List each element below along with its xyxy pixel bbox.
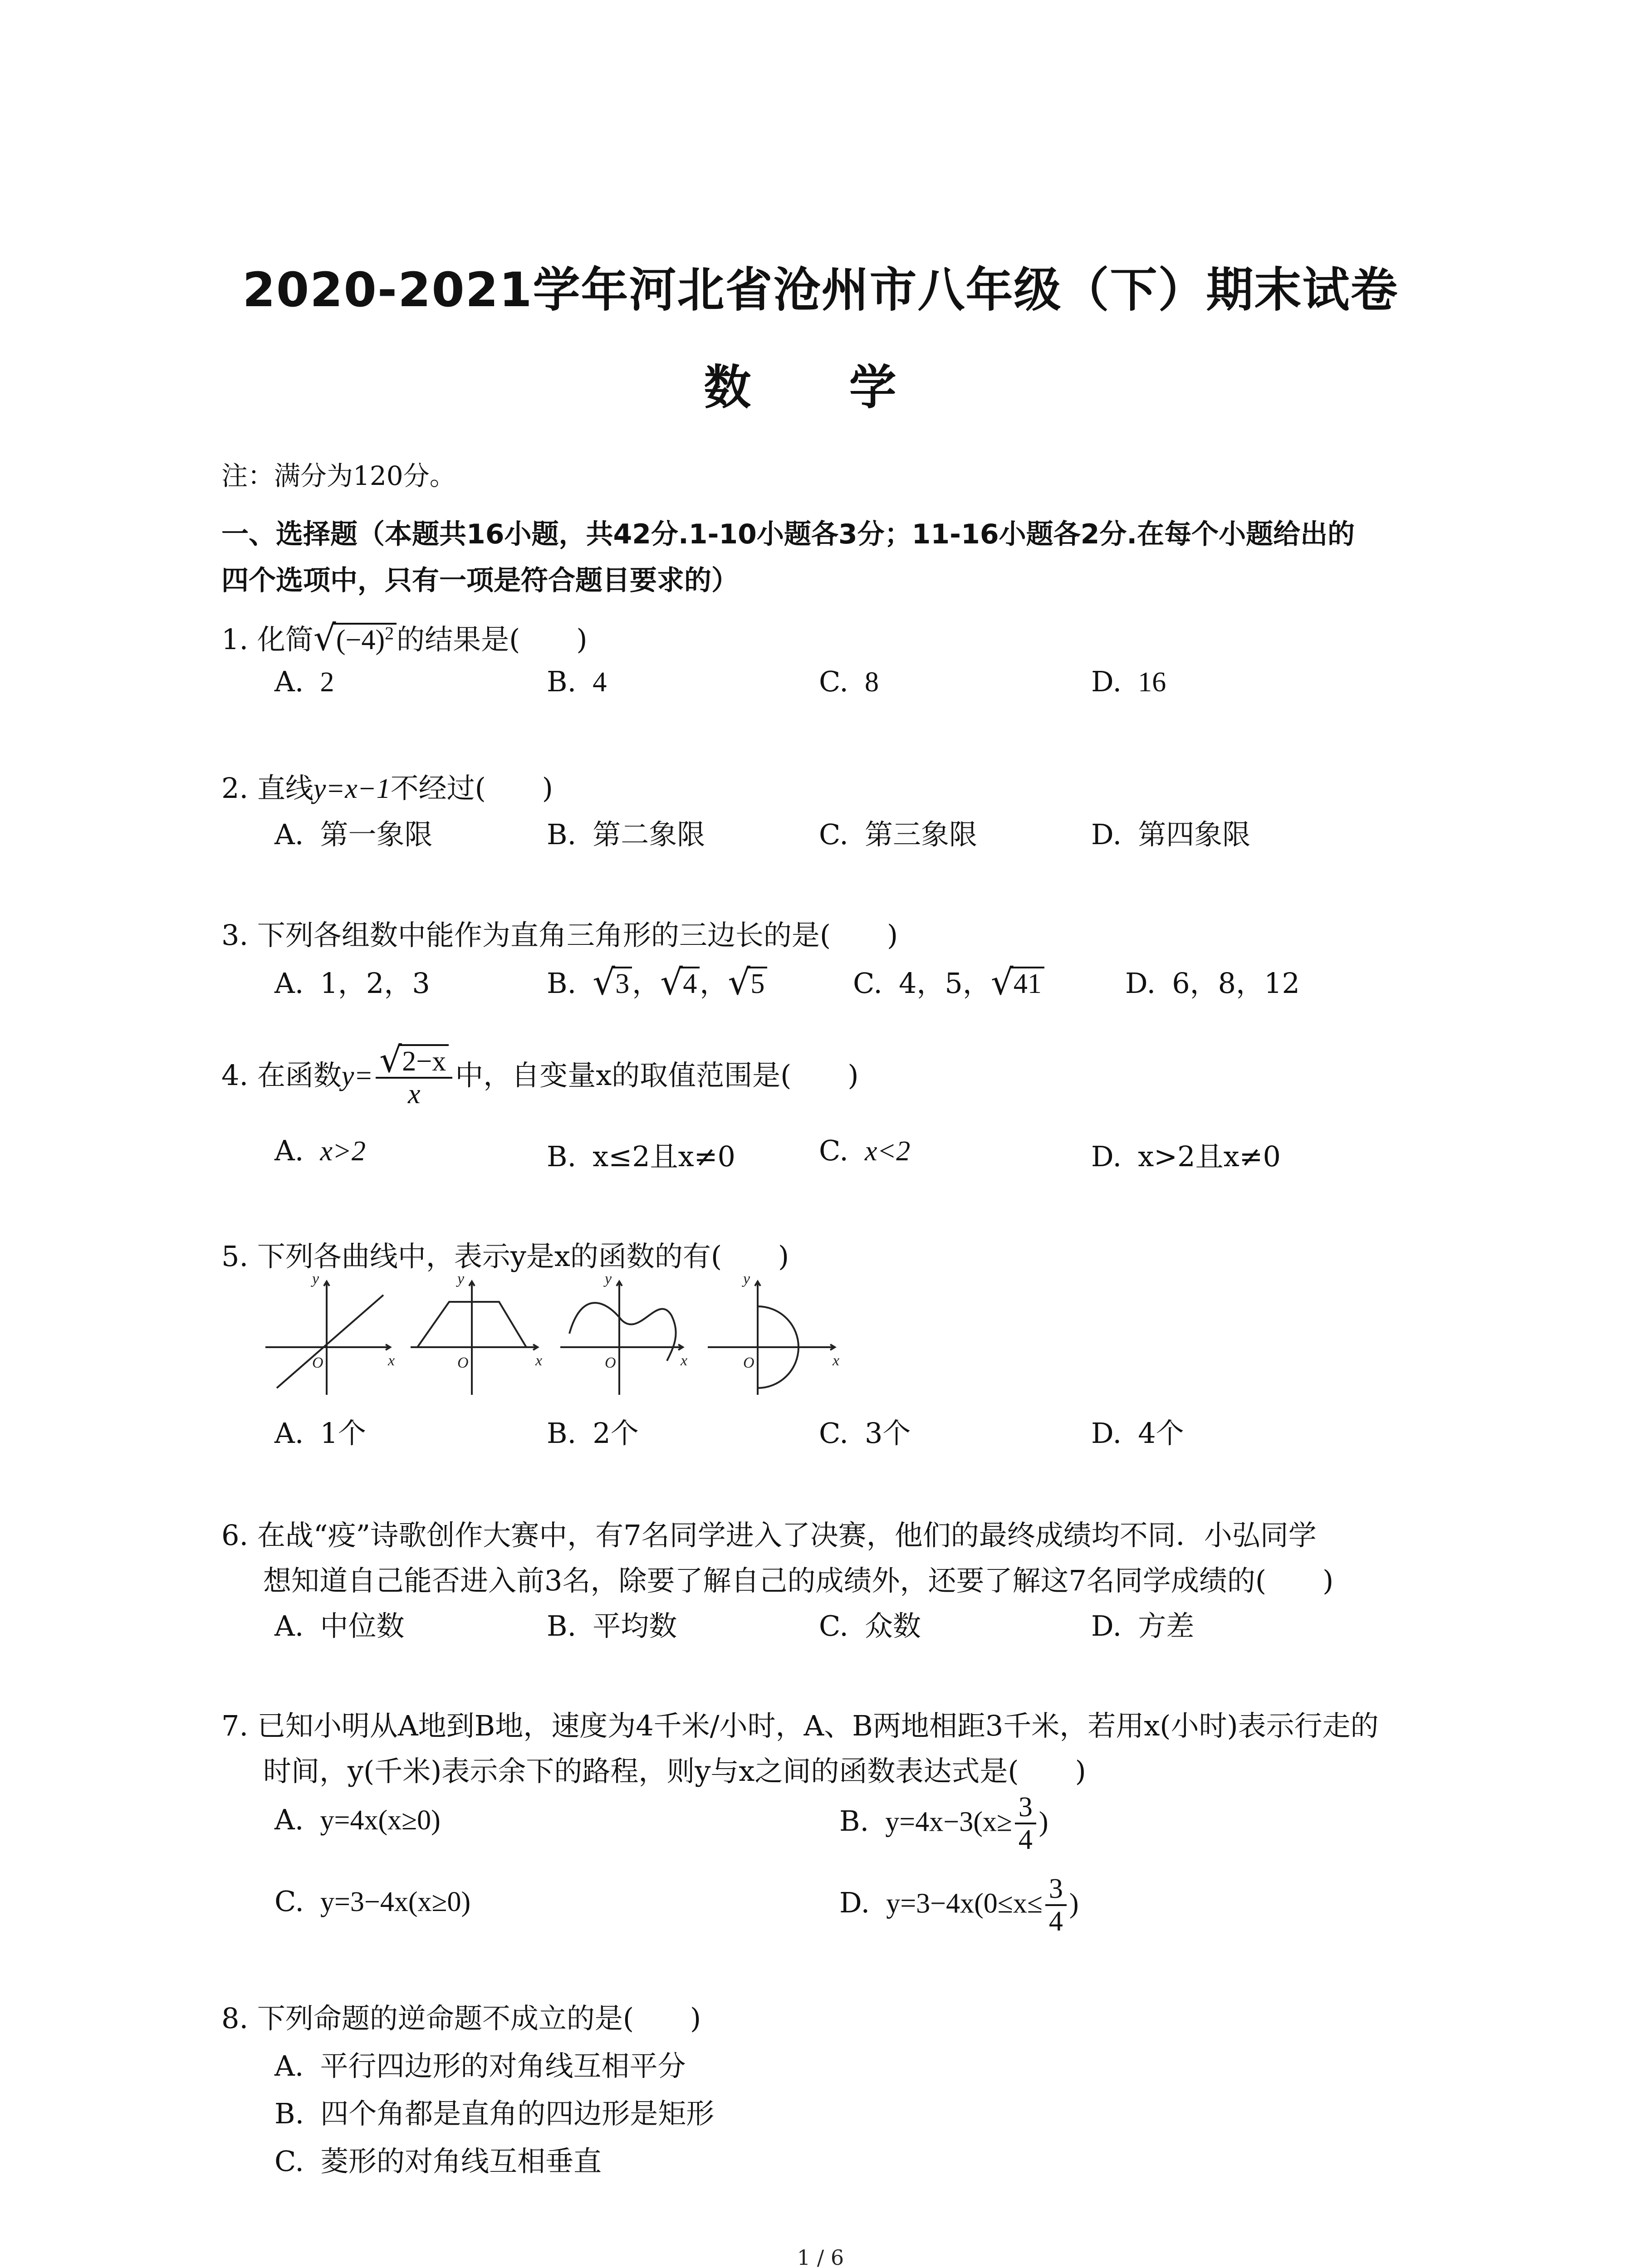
- q2-option-d[interactable]: D. 第四象限: [1091, 818, 1251, 851]
- page-number: 1 / 6: [797, 2245, 844, 2268]
- graph-1-x-label: x: [388, 1352, 395, 1369]
- question-5-stem: 5. 下列各曲线中，表示y是x的函数的有( ): [221, 1240, 789, 1273]
- function-fraction: √ 2−x x: [376, 1046, 452, 1110]
- question-6-line2: 想知道自己能否进入前3名，除要了解自己的成绩外，还要了解这7名同学成绩的( ): [263, 1564, 1334, 1597]
- q2-option-b[interactable]: B. 第二象限: [547, 818, 705, 851]
- question-7-line1: 7. 已知小明从A地到B地，速度为4千米/小时，A、B两地相距3千米，若用x(小时)表示行走的: [221, 1709, 1379, 1742]
- question-1-text-end: 的结果是( ): [397, 623, 588, 656]
- q4-option-a[interactable]: A. x>2: [274, 1134, 366, 1167]
- question-8-stem: 8. 下列命题的逆命题不成立的是( ): [221, 2002, 701, 2035]
- graph-1-origin: O: [312, 1354, 323, 1371]
- q8-option-a[interactable]: A. 平行四边形的对角线互相平分: [274, 2049, 686, 2082]
- exam-title: 2020-2021学年河北省沧州市八年级（下）期末试卷: [242, 262, 1399, 318]
- q5-option-d[interactable]: D. 4个: [1091, 1417, 1184, 1450]
- q4-option-b[interactable]: B. x≤2且x≠0: [547, 1140, 736, 1173]
- q3-option-a[interactable]: A. 1，2，3: [274, 967, 430, 1000]
- q7-option-a[interactable]: A. y=4x(x≥0): [274, 1803, 441, 1836]
- graph-4-y-label: y: [743, 1271, 750, 1287]
- graph-4-semicircle: [708, 1281, 835, 1395]
- sqrt-expression: √ $(-4)^2$: [314, 622, 397, 656]
- question-3-stem: 3. 下列各组数中能作为直角三角形的三边长的是( ): [221, 919, 898, 952]
- q7-option-b[interactable]: B. y=4x−3(x≥ $\frac{3}{4}$ ): [839, 1792, 1048, 1856]
- question-4-stem: 4. 在函数y= √ 2−x x 中，自变量x的取值范围是( ): [221, 1040, 859, 1110]
- function-graphs-figure: [259, 1266, 862, 1402]
- q1-option-c[interactable]: C. 8: [819, 665, 879, 698]
- section-heading-line2: 四个选项中，只有一项是符合题目要求的）: [221, 565, 739, 596]
- q7-option-d[interactable]: D. y=3−4x(0≤x≤ $\frac{3}{4}$ ): [839, 1873, 1079, 1937]
- question-1-stem: [221, 617, 588, 657]
- q3-option-b[interactable]: B. √ 3， √ 4， √ 5: [547, 961, 767, 1001]
- graph-2-trapezoid: [411, 1281, 538, 1395]
- q5-option-a[interactable]: A. 1个: [274, 1417, 366, 1450]
- q2-option-c[interactable]: C. 第三象限: [819, 818, 977, 851]
- section-heading-line1: 一、选择题（本题共16小题，共42分.1-10小题各3分；11-16小题各2分.在每个小题给出的: [221, 518, 1355, 550]
- q7-option-c[interactable]: C. y=3−4x(x≥0): [274, 1885, 471, 1918]
- question-6-line1: 6. 在战“疫”诗歌创作大赛中，有7名同学进入了决赛，他们的最终成绩均不同．小弘同学: [221, 1519, 1317, 1552]
- subject-title: 数 学: [704, 360, 937, 415]
- graph-3-x-label: x: [681, 1352, 688, 1369]
- q8-option-c[interactable]: C. 菱形的对角线互相垂直: [274, 2145, 602, 2178]
- graph-2-origin: O: [457, 1354, 469, 1371]
- q1-option-d[interactable]: D. 16: [1091, 665, 1166, 698]
- q3-option-c[interactable]: C. 4，5， √ 41: [853, 961, 1044, 1001]
- graph-4-origin: O: [743, 1354, 754, 1371]
- question-2-stem: 2. 直线y=x−1不经过( ): [221, 772, 553, 805]
- graph-3-origin: O: [605, 1354, 616, 1371]
- q8-option-b[interactable]: B. 四个角都是直角的四边形是矩形: [274, 2097, 715, 2130]
- q6-option-d[interactable]: D. 方差: [1091, 1609, 1195, 1642]
- q1-option-a[interactable]: A. 2: [274, 665, 334, 698]
- graph-3-wave: [560, 1281, 683, 1395]
- q6-option-a[interactable]: A. 中位数: [274, 1609, 405, 1642]
- graph-4-x-label: x: [833, 1352, 840, 1369]
- graph-1-y-label: y: [312, 1271, 319, 1287]
- q3-option-d[interactable]: D. 6，8，12: [1125, 967, 1300, 1000]
- q6-option-b[interactable]: B. 平均数: [547, 1609, 677, 1642]
- question-1-text: 1. 化简: [221, 623, 314, 656]
- q5-option-b[interactable]: B. 2个: [547, 1417, 639, 1450]
- graph-1-line: [265, 1281, 390, 1395]
- q2-option-a[interactable]: A. 第一象限: [274, 818, 433, 851]
- graph-2-x-label: x: [535, 1352, 543, 1369]
- graph-2-y-label: y: [457, 1271, 465, 1287]
- q4-option-d[interactable]: D. x>2且x≠0: [1091, 1140, 1281, 1173]
- graph-3-y-label: y: [605, 1271, 612, 1287]
- score-note: 注：满分为120分。: [221, 460, 456, 491]
- q6-option-c[interactable]: C. 众数: [819, 1609, 921, 1642]
- question-7-line2: 时间，y(千米)表示余下的路程，则y与x之间的函数表达式是( ): [263, 1755, 1086, 1788]
- q1-option-b[interactable]: B. 4: [547, 665, 607, 698]
- q5-option-c[interactable]: C. 3个: [819, 1417, 911, 1450]
- q4-option-c[interactable]: C. x<2: [819, 1134, 911, 1167]
